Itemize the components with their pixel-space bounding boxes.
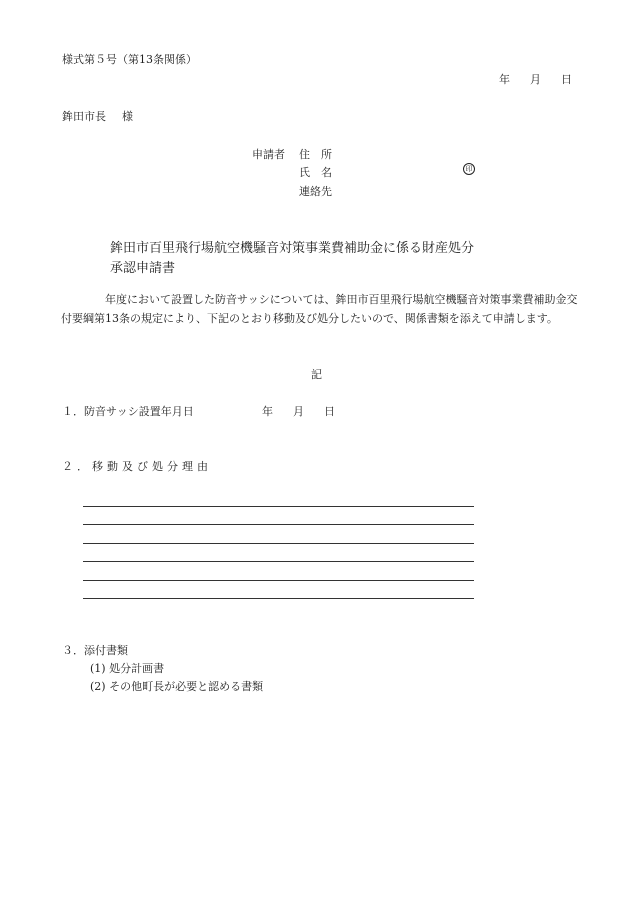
date-month-label: 月: [530, 73, 541, 86]
item1-month: 月: [293, 405, 304, 418]
addressee-name: 鉾田市長: [62, 110, 106, 123]
item1-label: １．防音サッシ設置年月日: [62, 405, 194, 418]
document-title-line1: 鉾田市百里飛行場航空機騒音対策事業費補助金に係る財産処分: [110, 241, 475, 256]
item1-date: [262, 403, 335, 419]
reason-line[interactable]: [83, 598, 474, 599]
date-header: [499, 71, 572, 87]
applicant-label: 申請者: [252, 148, 285, 161]
attachment-item: (2) その他町長が必要と認める書類: [90, 680, 264, 693]
reason-line[interactable]: [83, 524, 474, 525]
attachment-item: (1) 処分計画書: [90, 662, 165, 675]
date-year-label: 年: [499, 73, 510, 86]
form-number: 様式第５号（第13条関係）: [62, 53, 197, 66]
reason-line[interactable]: [83, 561, 474, 562]
item2-label: ２．移動及び処分理由: [62, 460, 212, 473]
document-title-line2: 承認申請書: [110, 261, 176, 276]
reason-line[interactable]: [83, 506, 474, 507]
contact-field-label: 連絡先: [299, 185, 332, 198]
name-field-label: 氏 名: [299, 166, 332, 179]
ki-heading: 記: [311, 368, 322, 381]
item1-day: 日: [324, 405, 335, 418]
item1-year: 年: [262, 405, 273, 418]
reason-line[interactable]: [83, 580, 474, 581]
addressee: [62, 108, 133, 124]
seal-mark: 印: [463, 163, 475, 175]
date-day-label: 日: [561, 73, 572, 86]
item3-label: ３．添付書類: [62, 644, 128, 657]
reason-line[interactable]: [83, 543, 474, 544]
address-field-label: 住 所: [299, 148, 332, 161]
addressee-honorific: 様: [122, 110, 133, 123]
body-paragraph: 年度において設置した防音サッシについては、鉾田市百里飛行場航空機騒音対策事業費補助金交付要綱第13条の規定により、下記のとおり移動及び処分したいので、関係書類を添えて申請します。: [61, 293, 578, 325]
